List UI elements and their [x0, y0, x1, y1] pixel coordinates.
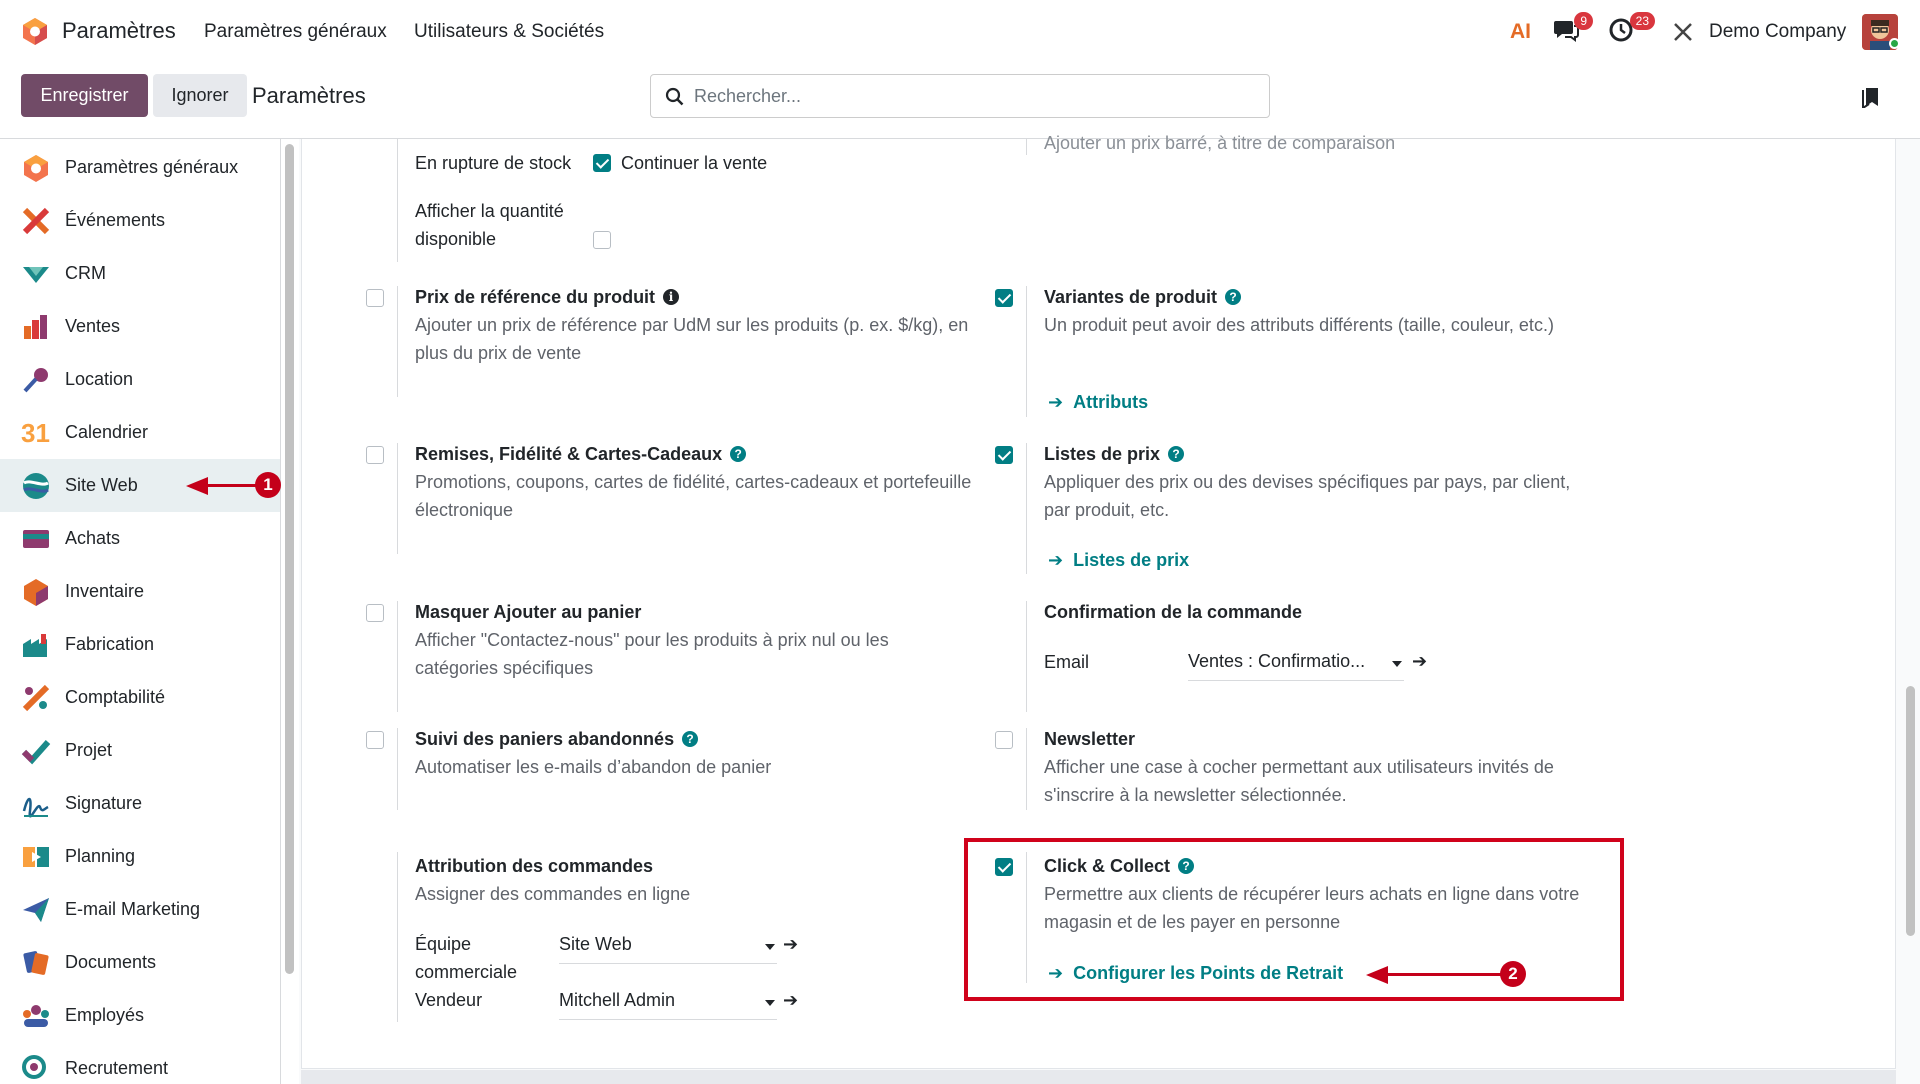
sidebar-item-label: Site Web — [65, 475, 138, 495]
separator-line — [397, 852, 398, 1022]
crm-app-icon — [21, 259, 51, 289]
order-assignment-title: Attribution des commandes — [415, 856, 654, 876]
sidebar-item-rental[interactable] — [0, 353, 281, 406]
documents-app-icon — [21, 948, 51, 978]
sidebar-item-label: CRM — [65, 263, 106, 283]
loyalty-desc: Promotions, coupons, cartes de fidélité, cartes-cadeaux et portefeuille électronique — [415, 472, 972, 520]
control-panel — [0, 63, 1920, 139]
annotation-arrow-line — [1386, 973, 1506, 976]
website-app-icon — [21, 471, 51, 501]
abandoned-cart-checkbox[interactable] — [366, 731, 384, 749]
rental-app-icon — [21, 365, 51, 395]
chevron-down-icon — [765, 1000, 775, 1006]
online-status-dot — [1889, 38, 1900, 49]
sidebar-item-inventory[interactable] — [0, 565, 281, 618]
calendar-app-icon: 31 — [21, 417, 50, 448]
accounting-app-icon — [21, 683, 51, 713]
newsletter-checkbox[interactable] — [995, 731, 1013, 749]
help-icon[interactable]: ? — [1225, 289, 1241, 305]
purchase-app-icon — [21, 524, 51, 554]
separator-line — [397, 728, 398, 810]
ref-price-checkbox[interactable] — [366, 289, 384, 307]
sidebar-item-label: Ventes — [65, 316, 121, 336]
search-input[interactable] — [694, 75, 1254, 117]
sidebar-item-label: Fabrication — [65, 634, 155, 654]
newsletter-title: Newsletter — [1044, 729, 1136, 749]
separator-line — [397, 139, 398, 262]
sidebar-item-label: Employés — [65, 1005, 145, 1025]
recruitment-app-icon — [21, 1054, 51, 1084]
hide-cart-title: Masquer Ajouter au panier — [415, 602, 642, 622]
sidebar-item-label: E-mail Marketing — [65, 899, 201, 919]
sidebar-item-email-marketing[interactable] — [0, 883, 281, 936]
pricelists-title — [1044, 444, 1184, 465]
ref-price-title-text: Prix de référence du produit — [415, 287, 656, 307]
project-app-icon — [21, 736, 51, 766]
sidebar-item-sales[interactable] — [0, 300, 281, 353]
hide-cart-checkbox[interactable] — [366, 604, 384, 622]
variants-desc: Un produit peut avoir des attributs différents (taille, couleur, etc.) — [1044, 315, 1554, 335]
sales-team-value: Site Web — [559, 934, 632, 954]
sidebar-item-label: Inventaire — [65, 581, 145, 601]
settings-app-icon — [21, 153, 51, 183]
show-qty-label: Afficher la quantité — [415, 201, 564, 221]
sidebar-item-purchase[interactable] — [0, 512, 281, 565]
company-switcher[interactable]: Demo Company — [1709, 21, 1847, 42]
sidebar-item-planning[interactable] — [0, 830, 281, 883]
messages-icon[interactable] — [1553, 14, 1587, 46]
menu-users-companies[interactable]: Utilisateurs & Sociétés — [414, 21, 605, 42]
sidebar-item-general-settings[interactable] — [0, 141, 281, 194]
settings-sidebar — [0, 139, 281, 1084]
abandoned-cart-title-text: Suivi des paniers abandonnés — [415, 729, 675, 749]
strike-price-desc: Ajouter un prix barré, à titre de comparaison — [1044, 133, 1396, 153]
order-confirm-title: Confirmation de la commande — [1044, 602, 1303, 622]
sidebar-item-project[interactable] — [0, 724, 281, 777]
sidebar-item-label: Comptabilité — [65, 687, 166, 707]
attributes-link-text: Attributs — [1073, 392, 1149, 412]
sidebar-item-label: Projet — [65, 740, 113, 760]
main-scrollbar[interactable] — [1906, 686, 1915, 936]
sales-team-label: Équipe — [415, 934, 472, 954]
bookmark-icon[interactable] — [1862, 86, 1880, 108]
sidebar-item-recruitment[interactable] — [0, 1042, 281, 1084]
odoo-app-logo-icon[interactable] — [20, 16, 50, 46]
sidebar-item-label: Location — [65, 369, 134, 389]
sidebar-item-label: Signature — [65, 793, 143, 813]
salesperson-label: Vendeur — [415, 990, 483, 1010]
click-collect-title-text: Click & Collect — [1044, 856, 1171, 876]
pricelists-checkbox[interactable] — [995, 446, 1013, 464]
sidebar-item-accounting[interactable] — [0, 671, 281, 724]
sidebar-item-label: Paramètres généraux — [65, 157, 239, 177]
menu-general-settings[interactable]: Paramètres généraux — [204, 21, 387, 42]
sidebar-item-calendar[interactable] — [0, 406, 281, 459]
save-button[interactable]: Enregistrer — [21, 74, 148, 117]
email-marketing-app-icon — [21, 895, 51, 925]
sales-app-icon — [21, 312, 51, 342]
sales-team-select[interactable] — [559, 934, 777, 964]
separator-line — [397, 443, 398, 554]
breadcrumb: Paramètres — [252, 83, 366, 108]
discard-button[interactable]: Ignorer — [153, 74, 247, 117]
sidebar-item-label: Événements — [65, 210, 166, 230]
separator-line — [1026, 139, 1027, 155]
arrow-right-icon: ➔ — [1048, 392, 1064, 412]
sidebar-item-crm[interactable] — [0, 247, 281, 300]
info-icon[interactable]: i — [663, 289, 679, 305]
help-icon[interactable]: ? — [1178, 858, 1194, 874]
help-icon[interactable]: ? — [1168, 446, 1184, 462]
variants-title — [1044, 287, 1241, 308]
separator-line — [1026, 601, 1027, 712]
abandoned-cart-desc: Automatiser les e-mails d’abandon de panier — [415, 757, 772, 777]
sidebar-item-label: Recrutement — [65, 1058, 169, 1078]
annotation-marker-2: 2 — [1500, 961, 1526, 987]
email-template-value: Ventes : Confirmatio... — [1188, 651, 1366, 671]
annotation-arrow-head — [186, 477, 208, 495]
hide-cart-desc: Afficher "Contactez-nous" pour les produits à prix nul ou les catégories spécifiques — [415, 630, 889, 678]
planning-app-icon — [21, 842, 51, 872]
salesperson-value: Mitchell Admin — [559, 990, 676, 1010]
annotation-arrow-head — [1366, 966, 1388, 984]
attributes-link[interactable] — [1048, 392, 1148, 413]
debug-tools-icon[interactable] — [1672, 21, 1700, 49]
arrow-right-icon: ➔ — [1048, 550, 1064, 570]
separator-line — [1026, 728, 1027, 810]
external-link-arrow-icon[interactable]: ➔ — [783, 990, 799, 1010]
search-bar[interactable] — [650, 74, 1270, 118]
sidebar-item-documents[interactable] — [0, 936, 281, 989]
manufacturing-app-icon — [21, 630, 51, 660]
separator-line — [397, 286, 398, 397]
ai-icon[interactable]: AI — [1510, 20, 1531, 43]
search-icon — [665, 87, 685, 107]
pricelists-title-text: Listes de prix — [1044, 444, 1161, 464]
arrow-right-icon: ➔ — [1048, 963, 1064, 983]
newsletter-desc: Afficher une case à cocher permettant aux utilisateurs invités de s'inscrire à la newsletter sélectionnée. — [1044, 757, 1554, 805]
messages-badge: 9 — [1574, 12, 1593, 30]
external-link-arrow-icon[interactable]: ➔ — [783, 934, 799, 954]
sidebar-item-label: Planning — [65, 846, 136, 866]
sidebar-item-events[interactable] — [0, 194, 281, 247]
sheet-bottom-edge — [301, 1070, 1896, 1084]
configure-pickup-points-text: Configurer les Points de Retrait — [1073, 963, 1344, 983]
sidebar-item-manufacturing[interactable] — [0, 618, 281, 671]
help-icon[interactable]: ? — [730, 446, 746, 462]
email-label: Email — [1044, 652, 1090, 672]
show-qty-label-2: disponible — [415, 229, 497, 249]
continue-selling-checkbox[interactable] — [593, 154, 611, 172]
variants-title-text: Variantes de produit — [1044, 287, 1218, 307]
abandoned-cart-title — [415, 729, 698, 750]
separator-line — [397, 601, 398, 712]
variants-checkbox[interactable] — [995, 289, 1013, 307]
sign-app-icon — [21, 789, 51, 819]
pricelists-link-text: Listes de prix — [1073, 550, 1190, 570]
inventory-app-icon — [21, 577, 51, 607]
ref-price-desc: Ajouter un prix de référence par UdM sur les produits (p. ex. $/kg), en plus du prix de vente — [415, 315, 969, 363]
loyalty-title-text: Remises, Fidélité & Cartes-Cadeaux — [415, 444, 723, 464]
sidebar-item-label: Documents — [65, 952, 157, 972]
pricelists-desc: Appliquer des prix ou des devises spécifiques par pays, par client, par produit, etc. — [1044, 472, 1571, 520]
sales-team-label-2: commerciale — [415, 962, 518, 982]
activities-badge: 23 — [1630, 12, 1655, 30]
top-navbar — [0, 0, 1920, 63]
out-of-stock-label: En rupture de stock — [415, 153, 572, 173]
external-link-arrow-icon[interactable]: ➔ — [1412, 651, 1428, 671]
events-app-icon — [21, 206, 51, 236]
email-template-select[interactable] — [1188, 651, 1404, 681]
annotation-marker-1: 1 — [255, 472, 281, 498]
sidebar-scrollbar[interactable] — [285, 144, 294, 974]
separator-line — [1026, 443, 1027, 574]
separator-line — [1026, 286, 1027, 417]
loyalty-title — [415, 444, 746, 465]
employees-app-icon — [21, 1001, 51, 1031]
sidebar-item-label: Achats — [65, 528, 121, 548]
sidebar-item-label: Calendrier — [65, 422, 149, 442]
chevron-down-icon — [765, 944, 775, 950]
chevron-down-icon — [1392, 661, 1402, 667]
sidebar-item-employees[interactable] — [0, 989, 281, 1042]
click-collect-desc: Permettre aux clients de récupérer leurs achats en ligne dans votre magasin et de les payer en personne — [1044, 884, 1580, 932]
pricelists-link[interactable] — [1048, 550, 1189, 571]
activities-clock-icon[interactable] — [1609, 14, 1649, 46]
salesperson-select[interactable] — [559, 990, 777, 1020]
order-assignment-desc: Assigner des commandes en ligne — [415, 884, 691, 904]
show-qty-checkbox[interactable] — [593, 231, 611, 249]
loyalty-checkbox[interactable] — [366, 446, 384, 464]
app-title[interactable]: Paramètres — [62, 18, 176, 43]
sidebar-item-sign[interactable] — [0, 777, 281, 830]
help-icon[interactable]: ? — [682, 731, 698, 747]
ref-price-title — [415, 287, 679, 308]
continue-selling-label: Continuer la vente — [621, 153, 768, 173]
